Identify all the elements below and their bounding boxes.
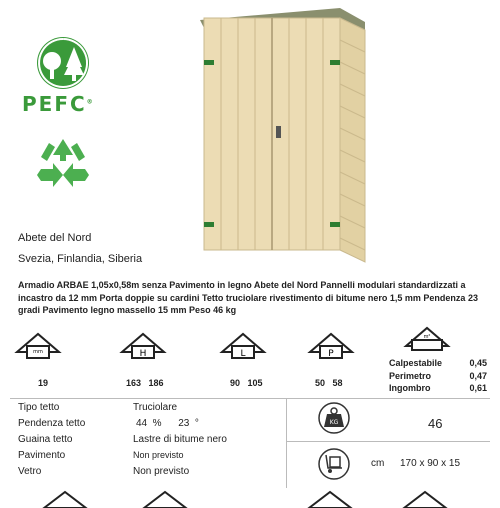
divider — [286, 398, 287, 488]
spec-label: Vetro — [18, 466, 42, 477]
weight-icon — [318, 402, 350, 434]
area-row: Perimetro 0,47 — [389, 370, 487, 381]
svg-text:KG: KG — [329, 419, 339, 426]
package-unit: cm — [371, 458, 385, 469]
spec-value: Truciolare — [133, 402, 178, 413]
height-icon — [118, 328, 168, 364]
wood-origin: Svezia, Finlandia, Siberia — [18, 253, 143, 265]
surface-icon — [402, 322, 452, 358]
svg-text:mm: mm — [33, 349, 43, 355]
wall-thickness-value: 19 — [38, 378, 49, 388]
svg-text:P: P — [328, 349, 334, 359]
product-description: Armadio ARBAE 1,05x0,58m senza Pavimento in legno Abete del Nord Pannelli modulari standardizzati a incastro da 12 mm Porta doppie su cardini Tetto truciolare rivestimento di bitume nero 1,5 mm Pendenza 23 gradi Pavimento legno massello 15 mm Peso 46 kg — [18, 280, 478, 315]
package-dims: 170 x 90 x 15 — [400, 458, 461, 469]
spec-label: Tipo tetto — [18, 402, 60, 413]
height-values: 163 186 — [126, 378, 164, 388]
depth-icon — [306, 328, 356, 364]
spec-value: Non previsto — [133, 450, 184, 460]
svg-text:L: L — [240, 349, 246, 359]
divider — [286, 441, 490, 442]
package-icon — [318, 448, 350, 480]
wood-species: Abete del Nord — [18, 232, 92, 244]
divider — [10, 398, 490, 399]
area-row: Ingombro 0,61 — [389, 383, 487, 393]
pefc-logo — [18, 35, 108, 135]
spec-value: 44 % 23 ° — [136, 418, 199, 429]
svg-text:m²: m² — [423, 334, 431, 340]
wall-thickness-icon — [13, 328, 63, 364]
bottom-icon — [400, 488, 450, 508]
pefc-wordmark: PEFC® — [22, 92, 95, 116]
area-row: Calpestabile 0,45 — [389, 358, 487, 368]
length-icon — [218, 328, 268, 364]
bottom-icon — [40, 488, 90, 508]
spec-value: Non previsto — [133, 466, 190, 477]
shed-image — [190, 0, 370, 270]
length-values: 90 105 — [230, 378, 263, 388]
bottom-icon — [140, 488, 190, 508]
depth-values: 50 58 — [315, 378, 343, 388]
spec-label: Guaina tetto — [18, 434, 73, 445]
weight-value: 46 — [428, 416, 443, 431]
bottom-icon — [305, 488, 355, 508]
area-table — [389, 357, 487, 395]
recycle-icon — [33, 135, 93, 195]
spec-label: Pavimento — [18, 450, 66, 461]
spec-value: Lastre di bitume nero — [133, 434, 227, 445]
spec-label: Pendenza tetto — [18, 418, 86, 429]
svg-text:H: H — [139, 349, 147, 359]
